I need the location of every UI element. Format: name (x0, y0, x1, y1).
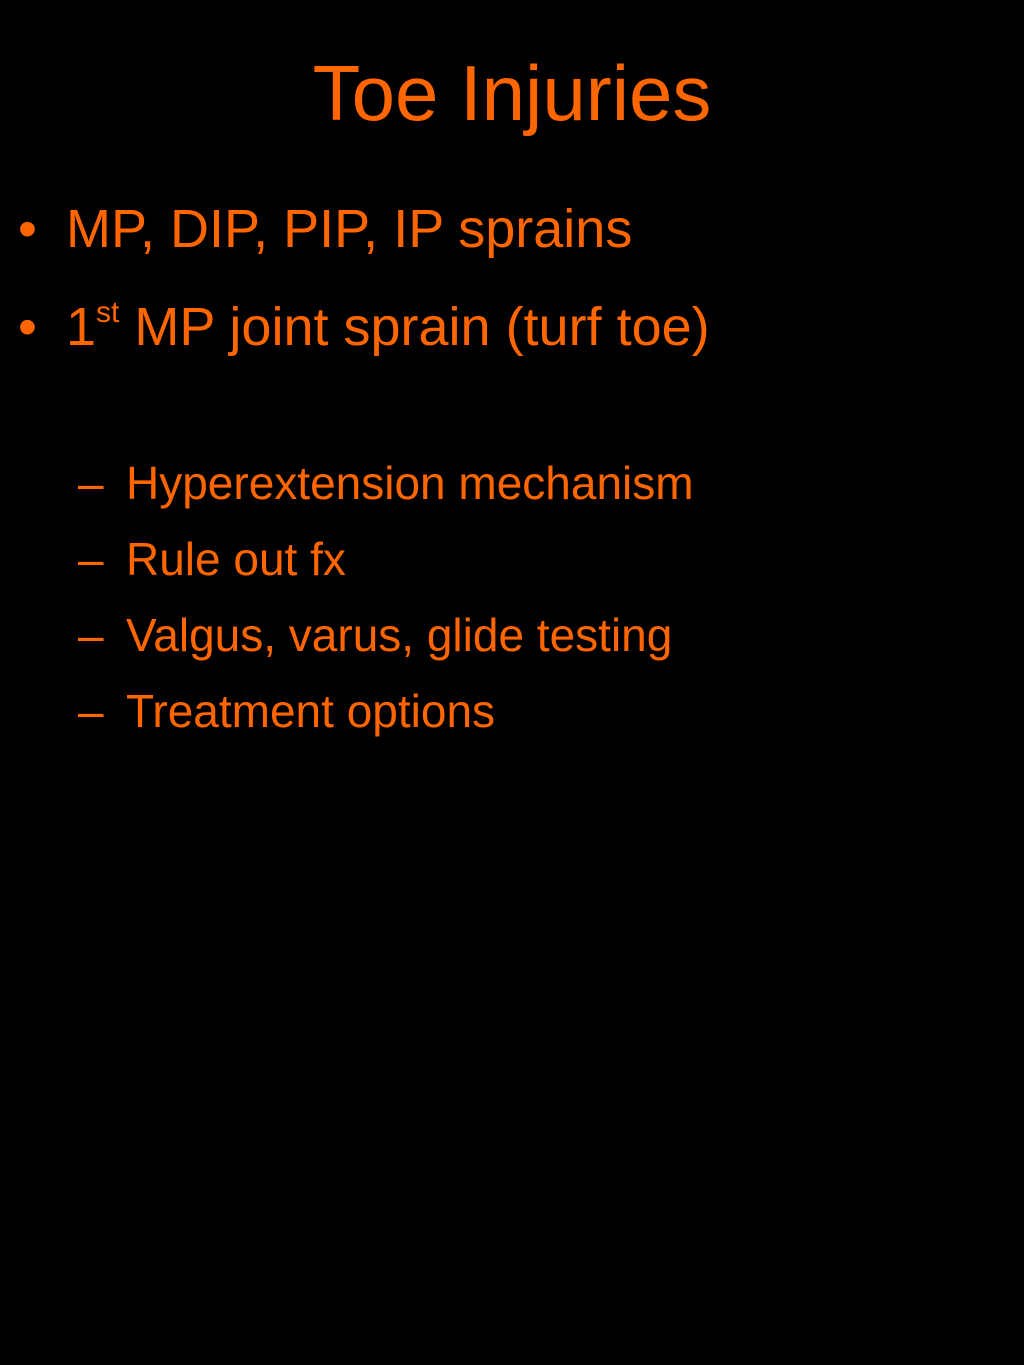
bullet-superscript: st (96, 296, 120, 329)
sub-bullet-item (78, 532, 346, 586)
bullet-marker: • (18, 297, 37, 357)
bullet-text: MP, DIP, PIP, IP sprains (66, 199, 633, 259)
sub-bullet-text: Rule out fx (126, 533, 346, 585)
sub-bullet-marker: – (78, 609, 104, 661)
bullet-text: MP joint sprain (turf toe) (119, 297, 710, 357)
bullet-marker: • (18, 199, 37, 259)
bullet-prefix: 1 (66, 297, 97, 357)
bullet-item (18, 198, 632, 260)
sub-bullet-text: Valgus, varus, glide testing (126, 609, 673, 661)
sub-bullet-marker: – (78, 457, 104, 509)
sub-bullet-item (78, 456, 694, 510)
slide-title: Toe Injuries (312, 49, 712, 137)
sub-bullet-marker: – (78, 533, 104, 585)
sub-bullet-text: Hyperextension mechanism (126, 457, 694, 509)
sub-bullet-text: Treatment options (126, 685, 496, 737)
sub-bullet-marker: – (78, 685, 104, 737)
sub-bullet-item (78, 684, 495, 738)
sub-bullet-item (78, 608, 672, 662)
bullet-item (18, 286, 710, 358)
